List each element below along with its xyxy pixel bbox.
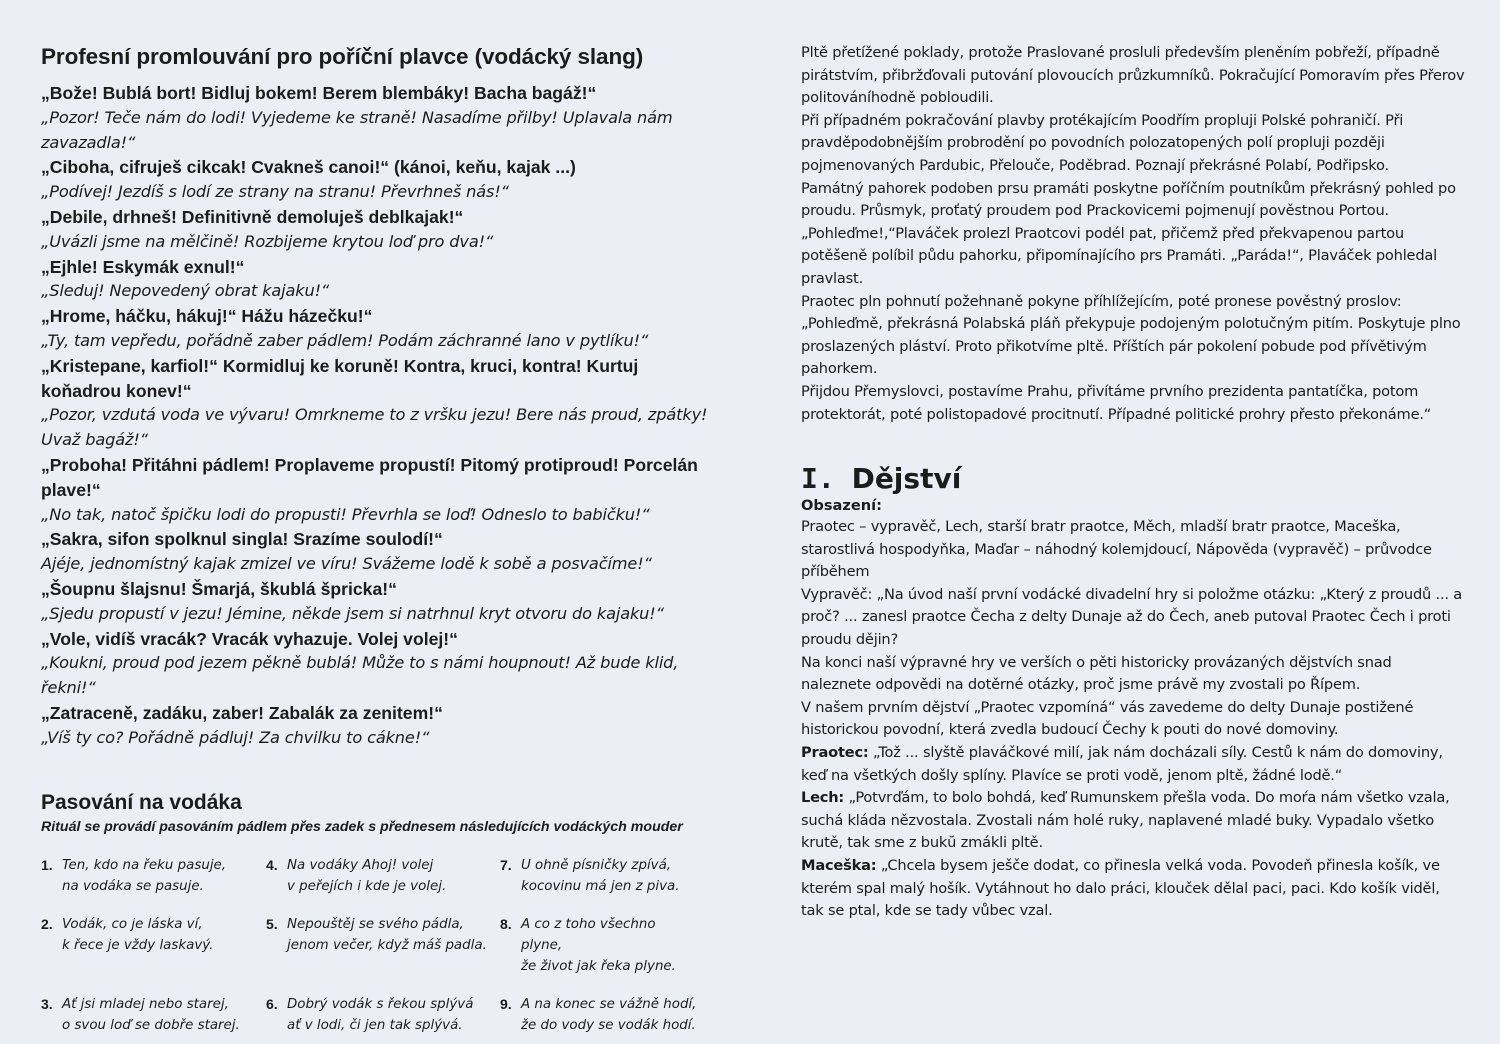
saying-item (41, 855, 266, 897)
slang-phrase: „Proboha! Přitáhni pádlem! Proplaveme propustí! Pitomý protiproud! Porcelán plave!“ (41, 454, 698, 500)
saying-line-1: Vodák, co je láska ví, (62, 916, 203, 932)
slang-phrase: „Bože! Bublá bort! Bidluj bokem! Berem blembáky! Bacha bagáž!“ (41, 83, 597, 103)
slang-translation: „Pozor! Teče nám do lodi! Vyjedeme ke straně! Nasadíme přilby! Uplavala nám zavazadla!“ (41, 107, 673, 152)
act-paragraph (801, 697, 1466, 742)
slang-phrase: „Šoupnu šlajsnu! Šmarjá, škublá špricka!“ (41, 578, 397, 599)
saying-text (521, 855, 679, 897)
intro-text (801, 42, 1466, 426)
saying-item (500, 994, 700, 1036)
saying-line-1: Dobrý vodák s řekou splývá (287, 996, 474, 1012)
speaker-text: V našem prvním dějství „Praotec vzpomíná“ vás zavedeme do delty Dunaje postižené historickou povodní, která zvedla budoucí Čechy k pouti do nové domoviny. (801, 698, 1414, 739)
saying-text (521, 914, 700, 977)
saying-number: 2. (41, 915, 53, 932)
speaker-text: „Tož ... slyště plaváčkové milí, jak nám docházali síly. Cestů k nám do domoviny, keď na všetkých došly splíny. Plavíce se proti vodě, jenom pltě, žádné lodě.“ (801, 744, 1443, 784)
saying-line-1: A na konec se vážně hodí, (521, 996, 697, 1012)
saying-item (500, 914, 700, 977)
speaker-text: Vypravěč: „Na úvod naší první vodácké divadelní hry si položme otázku: „Který z proudů ... a proč? ... zanesl praotce Čecha z delty Dunaje až do Čech, aneb putoval Praotec Čech i proti proudu dějin? (801, 585, 1463, 649)
speaker-label: Lech: (801, 789, 845, 807)
saying-line-2: na vodáka se pasuje. (62, 878, 204, 894)
act-paragraph (801, 652, 1466, 697)
dialogue-pair (41, 527, 711, 577)
slang-phrase: „Sakra, sifon spolknul singla! Srazíme soulodí!“ (41, 529, 443, 550)
saying-number: 8. (500, 915, 512, 932)
right-column (801, 42, 1466, 923)
intro-paragraph: Přijdou Přemyslovci, postavíme Prahu, přivítáme prvního prezidenta pantatíčka, potom protektorát, poté polistopadové procitnutí. Případné politické prohry přesto překonáme.“ (801, 382, 1432, 423)
dialogue-pair (41, 304, 711, 354)
slang-title: Profesní promlouvání pro poříční plavce (vodácký slang) (41, 44, 644, 69)
speaker-label: Maceška: (801, 857, 877, 874)
saying-number: 1. (41, 856, 53, 873)
saying-text (62, 914, 213, 977)
act-paragraph (801, 742, 1466, 787)
slang-translation: „Sjedu propustí v jezu! Jémine, někde jsem si natrhnul kryt otvoru do kajaku!“ (41, 603, 664, 623)
speaker-text: „Chcela bysem ješče dodat, co přinesla velká voda. Povodeň přinesla košík, ve kterém spal malý hošík. Vytáhnout ho dalo práci, klouček dělal paci, paci. Kdo košík viděl, tak se ptal, kde se tady vůbec vzal. (801, 857, 1440, 920)
saying-line-1: U ohně písničky zpívá, (521, 857, 672, 873)
dialogue-pair (41, 701, 711, 751)
slang-phrase: „Hrome, háčku, hákuj!“ Hážu házečku!“ (41, 306, 373, 327)
saying-item (500, 855, 700, 897)
speaker-label: Praotec: (801, 744, 869, 762)
act-numeral: I. (801, 462, 835, 496)
intro-paragraph: Pltě přetížené poklady, protože Praslované prosluli především pleněním pobřeží, případně pirátstvím, přibržďovali putování plovoucích průzkumníků. Pokračující Pomoravím přes Přerov politováníhodně pobloudili. (801, 44, 1465, 107)
saying-line-1: Ať jsi mladej nebo starej, (62, 996, 229, 1012)
dialogue-pair (41, 354, 711, 453)
knighting-sayings (41, 855, 711, 1036)
slang-translation: „No tak, natoč špičku lodi do propusti! Převrhla se loď! Odneslo to babičku!“ (41, 504, 650, 524)
saying-line-2: v peřejích i kde je volej. (287, 878, 447, 894)
saying-text (287, 914, 487, 977)
saying-line-2: že do vody se vodák hodí. (521, 1017, 696, 1033)
speaker-text: „Potvrďám, to bolo bohdá, keď Rumunskem přešla voda. Do moŕa nám všetko vzala, suchá kláda nězvostala. Zvostali nám holé ruky, naplavené mladé buky. Vypadalo všetko krutě, tak sme z bukŭ zmákli pltě. (801, 789, 1450, 852)
slang-translation: „Koukni, proud pod jezem pěkně bublá! Může to s námi houpnout! Až bude klid, řekni!“ (41, 653, 679, 698)
knighting-title: Pasování na vodáka (41, 790, 242, 814)
saying-number: 9. (500, 995, 512, 1012)
left-column (41, 44, 711, 1036)
saying-item (266, 994, 500, 1036)
cast-label: Obsazení: (801, 497, 883, 515)
slang-phrase: „Debile, drhneš! Definitivně demoluješ deblkajak!“ (41, 206, 464, 227)
saying-text (521, 994, 696, 1036)
act-paragraph (801, 787, 1466, 855)
speaker-text: Na konci naší výpravné hry ve verších o pěti historicky provázaných dějstvích snad naleznete odpovědi na dotěrné otázky, proč jsme právě my zvostali po Řípem. (801, 653, 1392, 694)
cast-text: Praotec – vypravěč, Lech, starší bratr praotce, Měch, mladší bratr praotce, Maceška, starostlivá hospodyňka, Maďar – náhodný kolemjdoucí, Nápověda (vypravěč) – průvodce příběhem (801, 518, 1432, 581)
intro-paragraph: Praotec pln pohnutí požehnaně pokyne příhlížejícím, poté pronese pověstný proslov: „Pohleďmě, překrásná Polabská pláň překypuje podojeným polotučným pitím. Poskytuje plno proslazených pláství. Proto přikotvíme pltě. Příštích pár pokolení pobude pod přívětivým pahorkem. (801, 292, 1461, 378)
slang-translation: Ajéje, jednomístný kajak zmizel ve víru! Svážeme lodě k sobě a posvačíme!“ (41, 554, 652, 574)
saying-line-2: k řece je vždy laskavý. (62, 937, 214, 953)
dialogue-pair (41, 255, 711, 305)
dialogue-pair (41, 155, 711, 205)
act-heading (801, 462, 1466, 496)
slang-translation: „Sleduj! Nepovedený obrat kajaku!“ (41, 281, 330, 301)
slang-translation: „Pozor, vzdutá voda ve vývaru! Omrkneme to z vršku jezu! Bere nás proud, zpátky! Uvaž bagáž!“ (41, 405, 708, 450)
saying-line-2: kocovinu má jen z piva. (521, 878, 680, 894)
slang-translation: „Víš ty co? Pořádně pádluj! Za chvilku to cákne!“ (41, 727, 430, 747)
act-word: Dějství (851, 462, 962, 496)
slang-phrase: „Kristepane, karfiol!“ Kormidluj ke koruně! Kontra, kruci, kontra! Kurtuj koňadrou konev!“ (41, 355, 639, 401)
dialogue-pair (41, 577, 711, 627)
slang-phrase: „Zatraceně, zadáku, zaber! Zabalák za zenitem!“ (41, 702, 443, 723)
act-paragraph (801, 584, 1466, 652)
saying-text (62, 855, 226, 897)
slang-phrase: „Ciboha, cifruješ cikcak! Cvakneš canoi!“ (kánoi, keňu, kajak ...) (41, 157, 576, 178)
saying-number: 7. (500, 856, 512, 873)
saying-number: 6. (266, 995, 278, 1012)
saying-line-1: Ten, kdo na řeku pasuje, (62, 857, 227, 873)
slang-phrase: „Vole, vidíš vracák? Vracák vyhazuje. Volej volej!“ (41, 628, 458, 649)
saying-line-2: že život jak řeka plyne. (521, 958, 676, 974)
saying-text (62, 994, 240, 1036)
dialogue-pair (41, 453, 711, 527)
saying-line-1: A co z toho všechno plyne, (521, 916, 656, 953)
intro-paragraph: Památný pahorek podoben prsu pramáti poskytne poříčním poutníkům překrásný pohled po proudu. Průsmyk, proťatý proudem pod Prackovicemi pojmenují pověstnou Portou. „Pohleďme!,“Plaváček prolezl Praotcovi podél pat, přičemž před překvapenou partou potěšeně políbil půdu pahorku, připomínajícího prs Pramáti. „Paráda!“, Plaváček pohledal pravlast. (801, 179, 1456, 287)
slang-dialogue (41, 81, 711, 751)
slang-translation: „Uvázli jsme na mělčině! Rozbijeme krytou loď pro dva!“ (41, 231, 494, 251)
saying-item (266, 914, 500, 977)
saying-number: 4. (266, 856, 278, 873)
saying-item (266, 855, 500, 897)
saying-item (41, 994, 266, 1036)
saying-number: 3. (41, 995, 53, 1012)
slang-phrase: „Ejhle! Eskymák exnul!“ (41, 256, 245, 277)
intro-paragraph: Při případném pokračování plavby protékajícím Poodřím propluji Polské pohraničí. Při pravděpodobnějším probrodění po povodních polozatopených polí propluji později pojmenovaných Pardubic, Přelouče, Poděbrad. Poznají překrásné Polabí, Podřipsko. (801, 111, 1404, 174)
slang-translation: „Ty, tam vepředu, pořádně zaber pádlem! Podám záchranné lano v pytlíku!“ (41, 330, 649, 350)
saying-line-2: o svou loď se dobře starej. (62, 1017, 240, 1033)
dialogue-pair (41, 627, 711, 701)
dialogue-pair (41, 81, 711, 155)
saying-line-2: jenom večer, když máš padla. (287, 937, 487, 953)
saying-text (287, 994, 473, 1036)
dialogue-pair (41, 205, 711, 255)
knighting-subtitle: Rituál se provádí pasováním pádlem přes zadek s přednesem následujících vodáckých mouder (41, 818, 683, 835)
act-text (801, 584, 1466, 923)
saying-line-1: Na vodáky Ahoj! volej (287, 857, 434, 873)
saying-number: 5. (266, 915, 278, 932)
saying-line-1: Nepouštěj se svého pádla, (287, 916, 464, 932)
saying-item (41, 914, 266, 977)
saying-text (287, 855, 446, 897)
slang-translation: „Podívej! Jezdíš s lodí ze strany na stranu! Převrhneš nás!“ (41, 182, 509, 202)
act-paragraph (801, 855, 1466, 923)
saying-line-2: ať v lodi, či jen tak splývá. (287, 1017, 463, 1033)
